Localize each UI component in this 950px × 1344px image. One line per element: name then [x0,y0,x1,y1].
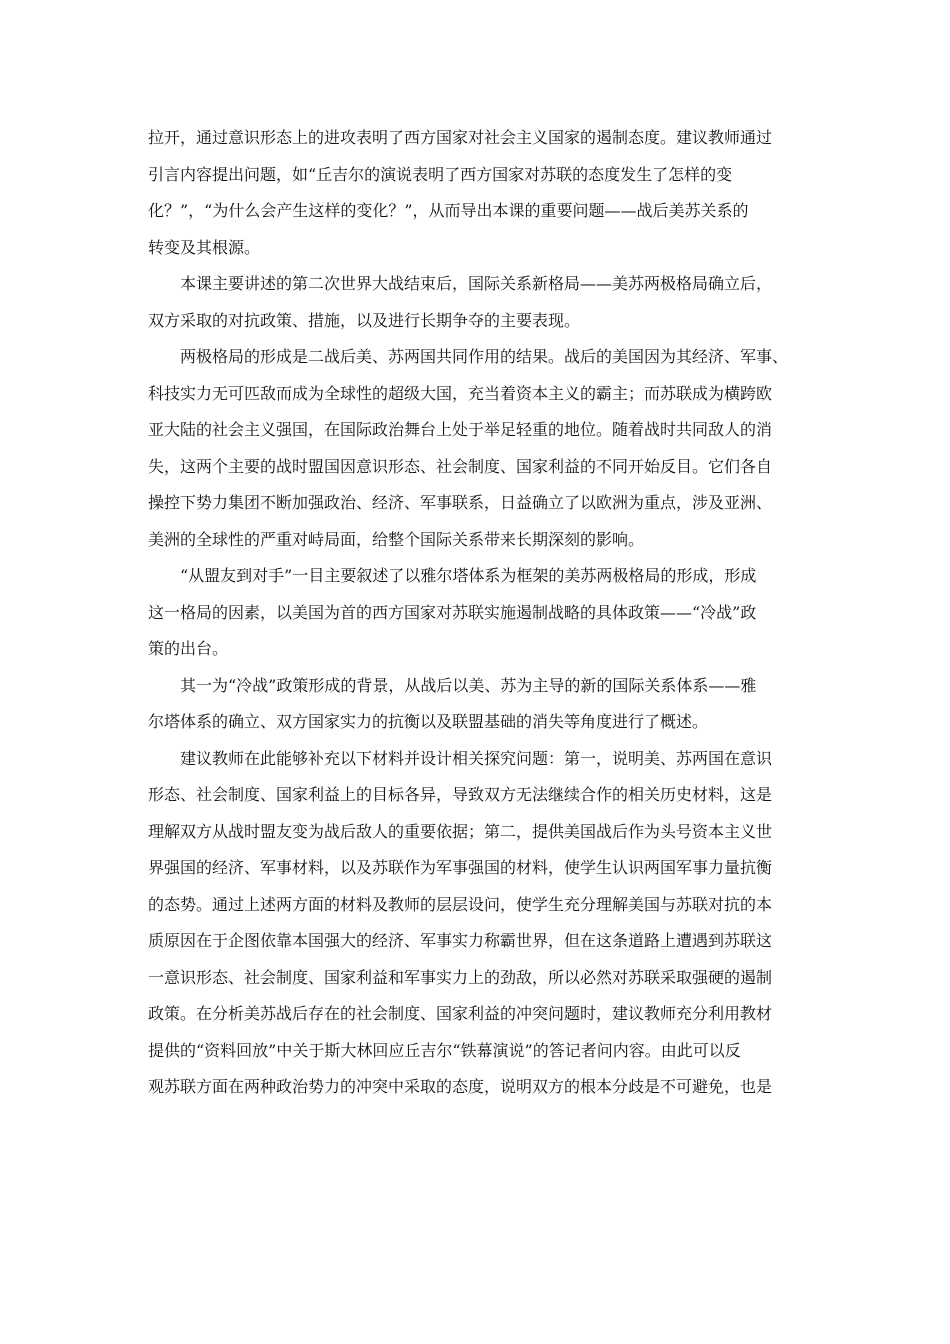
text-line: 质原因在于企图依靠本国强大的经济、军事实力称霸世界，但在这条道路上遭遇到苏联这 [148,931,773,950]
text-line: 的态势。通过上述两方面的材料及教师的层层设问，使学生充分理解美国与苏联对抗的本 [148,894,773,914]
text-line: 失，这两个主要的战时盟国因意识形态、社会制度、国家利益的不同开始反目。它们各自 [148,456,773,476]
text-line: 尔塔体系的确立、双方国家实力的抗衡以及联盟基础的消失等角度进行了概述。 [148,712,709,731]
text-line: 政策。在分析美苏战后存在的社会制度、国家利益的冲突问题时，建议教师充分利用教材 [148,1004,773,1023]
text-line: 建议教师在此能够补充以下材料并设计相关探究问题：第一，说明美、苏两国在意识 [148,748,773,768]
text-line: 引言内容提出问题，如“丘吉尔的演说表明了西方国家对苏联的态度发生了怎样的变 [148,164,733,184]
text-line: 拉开，通过意识形态上的进攻表明了西方国家对社会主义国家的遏制态度。建议教师通过 [148,128,773,147]
text-line: 一意识形态、社会制度、国家利益和军事实力上的劲敌，所以必然对苏联采取强硬的遏制 [148,967,773,987]
text-line: 科技实力无可匹敌而成为全球性的超级大国，充当着资本主义的霸主；而苏联成为横跨欧 [148,383,773,403]
text-line: 理解双方从战时盟友变为战后敌人的重要依据；第二，提供美国战后作为头号资本主义世 [148,821,773,841]
text-line: 提供的“资料回放”中关于斯大林回应丘吉尔“铁幕演说”的答记者问内容。由此可以反 [148,1040,741,1060]
text-line: 化？”，“为什么会产生这样的变化？”，从而导出本课的重要问题——战后美苏关系的 [148,201,749,220]
text-line: 双方采取的对抗政策、措施，以及进行长期争夺的主要表现。 [148,310,581,330]
text-line: 转变及其根源。 [148,237,261,257]
text-line: 界强国的经济、军事材料，以及苏联作为军事强国的材料，使学生认识两国军事力量抗衡 [148,858,773,877]
text-line: 其一为“冷战”政策形成的背景，从战后以美、苏为主导的新的国际关系体系——雅 [148,675,757,695]
text-line: 策的出台。 [148,639,229,658]
text-line: 两极格局的形成是二战后美、苏两国共同作用的结果。战后的美国因为其经济、军事、 [148,347,789,366]
text-line: 观苏联方面在两种政治势力的冲突中采取的态度，说明双方的根本分歧是不可避免，也是 [148,1077,773,1096]
text-line: 美洲的全球性的严重对峙局面，给整个国际关系带来长期深刻的影响。 [148,529,645,549]
body-text [148,120,808,1106]
text-line: 本课主要讲述的第二次世界大战结束后，国际关系新格局——美苏两极格局确立后， [148,274,773,293]
text-line: 亚大陆的社会主义强国，在国际政治舞台上处于举足轻重的地位。随着战时共同敌人的消 [148,420,773,439]
text-line: 形态、社会制度、国家利益上的目标各异，导致双方无法继续合作的相关历史材料，这是 [148,785,773,804]
text-line: “从盟友到对手”一目主要叙述了以雅尔塔体系为框架的美苏两极格局的形成，形成 [148,566,757,585]
text-line: 这一格局的因素，以美国为首的西方国家对苏联实施遏制战略的具体政策——“冷战”政 [148,602,757,622]
text-line: 操控下势力集团不断加强政治、经济、军事联系，日益确立了以欧洲为重点，涉及亚洲、 [148,493,773,512]
